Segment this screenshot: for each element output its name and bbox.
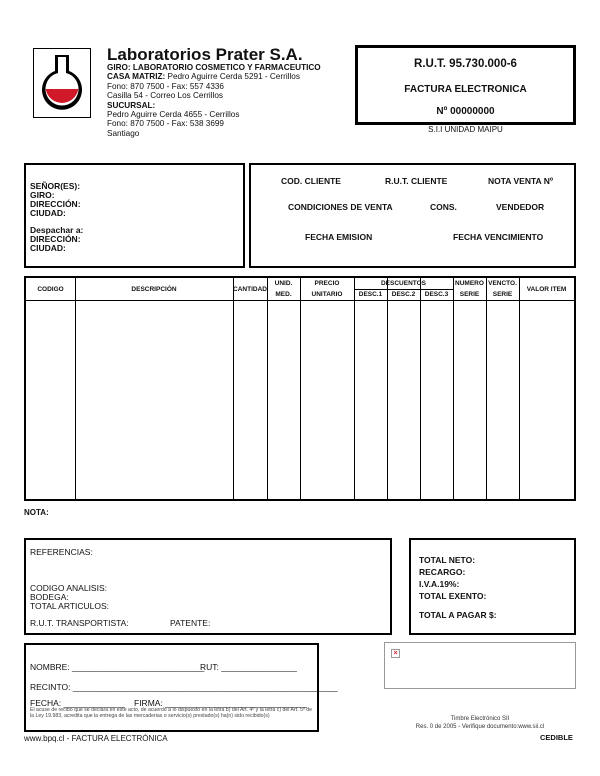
col-descuentos: DESCUENTOS xyxy=(380,280,427,287)
rut-cliente-label: R.U.T. CLIENTE xyxy=(385,176,448,186)
fecha-emision-label: FECHA EMISION xyxy=(305,232,373,242)
referencias-label: REFERENCIAS: xyxy=(30,547,93,557)
invoice-rut: R.U.T. 95.730.000-6 xyxy=(414,58,517,70)
fecha-vencimiento-label: FECHA VENCIMIENTO xyxy=(453,232,544,242)
giro-label: GIRO: xyxy=(30,190,55,200)
col-cantidad: CANTIDAD xyxy=(233,286,267,293)
totals-box xyxy=(409,538,576,635)
timbre-line2: Res. 0 de 2005 - Verifique documento:www.sii.cl xyxy=(415,724,545,730)
total-articulos-label: TOTAL ARTICULOS: xyxy=(30,601,110,611)
legal-text: El acuse de recibo que se declara en este acto, de acuerdo a lo dispuesto en la letra b) del Art. 4º y la letra c) del Art. 5º de la Ley 19.983, acredita que la entrega de las mercaderias o servicio(s) prestado(s) ha(n) sido recibido(s) xyxy=(30,707,313,719)
invoice-header-box xyxy=(355,45,576,125)
fecha-field: FECHA: _____________ xyxy=(30,698,125,708)
ciudad2-label: CIUDAD: xyxy=(30,243,66,253)
senores-label: SEÑOR(ES): xyxy=(30,181,81,191)
city: Santiago xyxy=(107,128,140,138)
casilla: Casilla 54 - Correo Los Cerrillos xyxy=(107,91,224,101)
bodega-label: BODEGA: xyxy=(30,592,69,602)
timbre-line1: Timbre Electrónico SII xyxy=(450,716,510,722)
sucursal-address: Pedro Aguirre Cerda 4655 - Cerrillos xyxy=(107,110,240,120)
recinto-field: RECINTO: ________________________________________________________ xyxy=(30,682,338,692)
recargo-label: RECARGO: xyxy=(419,567,466,577)
col-vencto-serie: VENCTO. SERIE xyxy=(488,280,517,298)
ciudad-label: CIUDAD: xyxy=(30,208,66,218)
col-precio: PRECIO UNITARIO xyxy=(311,280,343,298)
sii-unit: S.I.I UNIDAD MAIPU xyxy=(428,125,503,134)
vendedor-label: VENDEDOR xyxy=(496,202,545,212)
company-info xyxy=(107,63,321,138)
flask-icon xyxy=(34,49,90,117)
invoice-number: Nº 00000000 xyxy=(436,106,495,117)
company-giro: GIRO: LABORATORIO COSMETICO Y FARMACEUTICO xyxy=(107,63,321,72)
cod-cliente-label: COD. CLIENTE xyxy=(281,176,341,186)
total-pagar-label: TOTAL A PAGAR $: xyxy=(419,610,497,620)
direccion2-label: DIRECCIÓN: xyxy=(30,234,81,244)
references-box xyxy=(24,538,392,635)
invoice-type: FACTURA ELECTRONICA xyxy=(404,84,527,95)
cedible-label: CEDIBLE xyxy=(540,733,573,742)
items-table xyxy=(24,276,576,501)
codigo-analisis-label: CODIGO ANALISIS: xyxy=(30,583,107,593)
fono-1: Fono: 870 7500 - Fax: 557 4336 xyxy=(107,81,224,91)
sucursal-label: SUCURSAL: xyxy=(107,100,156,110)
despachar-label: Despachar a: xyxy=(30,225,84,235)
rut-field: RUT: ________________ xyxy=(200,662,297,672)
broken-image-icon: × xyxy=(391,649,400,658)
nota-venta-label: NOTA VENTA Nº xyxy=(488,176,553,186)
col-valor-item: VALOR ITEM xyxy=(526,286,567,293)
iva-label: I.V.A.19%: xyxy=(419,579,460,589)
cons-label: CONS. xyxy=(430,202,457,212)
direccion-label: DIRECCIÓN: xyxy=(30,199,81,209)
condiciones-label: CONDICIONES DE VENTA xyxy=(288,202,393,212)
footer-text: www.bpq.cl - FACTURA ELECTRÓNICA xyxy=(24,734,168,743)
col-desc1: DESC.1 xyxy=(358,291,383,298)
total-neto-label: TOTAL NETO: xyxy=(419,555,476,565)
total-exento-label: TOTAL EXENTO: xyxy=(419,591,487,601)
receipt-signature-box xyxy=(24,643,338,732)
col-desc2: DESC.2 xyxy=(391,291,416,298)
col-numero-serie: NUMERO SERIE xyxy=(455,280,484,298)
col-codigo: CODIGO xyxy=(37,286,64,293)
nombre-field: NOMBRE: ____________________________ xyxy=(30,662,205,672)
company-name: Laboratorios Prater S.A. xyxy=(107,45,303,64)
nota-label: NOTA: xyxy=(24,508,49,517)
client-info-box xyxy=(24,163,245,268)
company-logo xyxy=(33,48,91,118)
fono-2: Fono: 870 7500 - Fax: 538 3699 xyxy=(107,119,224,129)
rut-transportista-label: R.U.T. TRANSPORTISTA: xyxy=(30,618,129,628)
timbre-image-box xyxy=(384,642,576,689)
col-desc3: DESC.3 xyxy=(424,291,449,298)
casa-matriz: CASA MATRIZ: Pedro Aguirre Cerda 5291 - Cerrillos xyxy=(107,72,300,82)
col-unid: UNID. MED. xyxy=(274,280,293,298)
sale-info-box xyxy=(249,163,576,268)
patente-label: PATENTE: xyxy=(170,618,211,628)
firma-field: FIRMA: ______________________________ xyxy=(134,698,307,708)
col-descripcion: DESCRIPCIÓN xyxy=(131,286,177,293)
